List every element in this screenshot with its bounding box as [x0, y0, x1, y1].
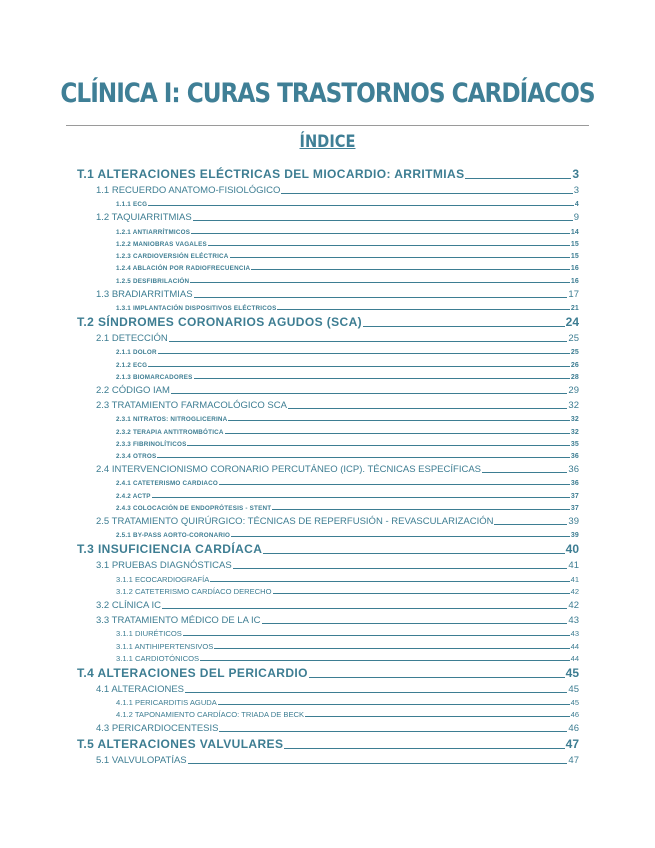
toc-entry-label: 1.3 BRADIARRITMIAS — [96, 288, 193, 300]
toc-leader-line — [187, 445, 569, 446]
toc-leader-line — [194, 297, 568, 298]
toc-leader-line — [288, 408, 568, 409]
toc-entry[interactable] — [77, 626, 579, 638]
toc-entry-page: 40 — [565, 542, 579, 557]
toc-entry[interactable] — [77, 611, 579, 626]
toc-entry-label: 3.3 TRATAMIENTO MÉDICO DE LA IC — [96, 614, 261, 626]
toc-entry-label: 4.3 PERICARDIOCENTESIS — [96, 723, 219, 735]
toc-entry[interactable] — [77, 638, 579, 650]
toc-entry[interactable] — [77, 369, 579, 381]
toc-entry-label: 2.3.3 FIBRINOLÍTICOS — [116, 440, 187, 448]
toc-entry-page: 16 — [570, 265, 579, 273]
toc-entry-page: 16 — [570, 277, 579, 285]
toc-entry-label: 2.1.1 DOLOR — [116, 349, 157, 357]
toc-entry[interactable] — [77, 436, 579, 448]
toc-entry-label: 1.2.3 CARDIOVERSIÓN ELÉCTRICA — [116, 253, 229, 261]
toc-entry[interactable] — [77, 300, 579, 312]
toc-entry-label: 2.3.4 OTROS — [116, 453, 157, 461]
index-heading: ÍNDICE — [299, 132, 356, 152]
toc-entry[interactable] — [77, 165, 579, 181]
toc-entry[interactable] — [77, 272, 579, 284]
toc-leader-line — [194, 378, 570, 379]
toc-leader-line — [214, 648, 569, 649]
toc-entry-label: 5.1 VALVULOPATÍAS — [96, 755, 187, 767]
toc-leader-line — [305, 716, 570, 717]
toc-entry-label: T.1 ALTERACIONES ELÉCTRICAS DEL MIOCARDIO: ARRITMIAS — [77, 167, 465, 181]
toc-leader-line — [233, 568, 568, 569]
toc-entry-label: 3.1.1 DIURÉTICOS — [116, 629, 182, 639]
toc-leader-line — [190, 282, 570, 283]
toc-entry[interactable] — [77, 664, 579, 680]
toc-leader-line — [148, 205, 574, 206]
toc-leader-line — [148, 366, 570, 367]
toc-entry-page: 46 — [568, 723, 579, 735]
toc-entry[interactable] — [77, 448, 579, 460]
toc-entry[interactable] — [77, 329, 579, 344]
toc-entry[interactable] — [77, 527, 579, 539]
toc-leader-line — [273, 593, 570, 594]
toc-entry-label: 1.1.1 ECG — [116, 201, 148, 209]
toc-entry[interactable] — [77, 719, 579, 734]
toc-entry-page: 17 — [568, 288, 579, 300]
toc-entry-page: 3 — [573, 185, 579, 196]
toc-leader-line — [230, 257, 570, 258]
toc-entry-label: 2.4.3 COLOCACIÓN DE ENDOPRÓTESIS - STENT — [116, 505, 272, 513]
title-divider — [66, 125, 589, 126]
toc-entry[interactable] — [77, 396, 579, 411]
toc-entry-label: 2.1.2 ECG — [116, 361, 148, 369]
toc-entry-label: 1.2.4 ABLACIÓN POR RADIOFRECUENCIA — [116, 265, 251, 273]
toc-entry-page: 44 — [570, 641, 579, 651]
toc-entry[interactable] — [77, 651, 579, 663]
toc-entry[interactable] — [77, 260, 579, 272]
toc-leader-line — [219, 484, 570, 485]
toc-leader-line — [169, 341, 568, 342]
toc-entry-page: 47 — [568, 755, 579, 767]
toc-entry-page: 3 — [572, 167, 579, 181]
toc-entry-label: T.5 ALTERACIONES VALVULARES — [77, 737, 284, 752]
toc-entry[interactable] — [77, 584, 579, 596]
document-title: CLÍNICA I: CURAS TRASTORNOS CARDÍACOS — [60, 78, 595, 109]
toc-entry-page: 32 — [568, 399, 579, 411]
toc-entry-label: 2.1 DETECCIÓN — [96, 333, 168, 345]
toc-entry-label: 3.1.1 CARDIOTÓNICOS — [116, 653, 200, 663]
toc-entry[interactable] — [77, 236, 579, 248]
toc-entry-page: 15 — [570, 240, 579, 248]
toc-entry-page: 37 — [570, 492, 579, 500]
toc-entry-page: 43 — [568, 614, 579, 626]
toc-leader-line — [494, 524, 567, 525]
toc-entry[interactable] — [77, 248, 579, 260]
toc-leader-line — [210, 581, 569, 582]
toc-entry-page: 37 — [570, 505, 579, 513]
toc-entry[interactable] — [77, 181, 579, 196]
toc-leader-line — [152, 497, 570, 498]
toc-entry-page: 32 — [570, 416, 579, 424]
toc-entry-label: T.2 SÍNDROMES CORONARIOS AGUDOS (SCA) — [77, 315, 363, 330]
toc-leader-line — [263, 553, 564, 554]
toc-entry[interactable] — [77, 680, 579, 695]
toc-entry-page: 15 — [570, 253, 579, 261]
toc-entry-page: 9 — [573, 212, 579, 224]
toc-entry-label: 1.2.2 MANIOBRAS VAGALES — [116, 240, 207, 248]
toc-entry[interactable] — [77, 751, 579, 766]
toc-entry[interactable] — [77, 423, 579, 435]
toc-entry-label: 2.3.1 NITRATOS: NITROGLICERINA — [116, 416, 228, 424]
toc-entry-page: 43 — [570, 629, 579, 639]
toc-leader-line — [262, 623, 568, 624]
toc-entry[interactable] — [77, 460, 579, 475]
toc-entry-label: 3.1 PRUEBAS DIAGNÓSTICAS — [96, 560, 232, 572]
toc-entry-label: 1.2.1 ANTIARRÍTMICOS — [116, 228, 191, 236]
toc-entry-page: 25 — [570, 349, 579, 357]
toc-entry-label: 1.1 RECUERDO ANATOMO-FISIOLÓGICO — [96, 185, 281, 196]
toc-entry-page: 46 — [570, 710, 579, 720]
toc-entry-page: 28 — [570, 373, 579, 381]
table-of-contents — [77, 164, 579, 766]
toc-entry[interactable] — [77, 512, 579, 527]
toc-leader-line — [188, 763, 568, 764]
toc-entry-page: 45 — [568, 683, 579, 695]
toc-entry-page: 41 — [570, 574, 579, 584]
toc-leader-line — [200, 660, 570, 661]
toc-entry[interactable] — [77, 223, 579, 235]
toc-leader-line — [281, 193, 572, 194]
toc-entry-page: 44 — [570, 653, 579, 663]
toc-leader-line — [157, 457, 569, 458]
toc-entry-label: 2.1.3 BIOMARCADORES — [116, 373, 193, 381]
toc-leader-line — [284, 748, 564, 749]
toc-entry-label: T.4 ALTERACIONES DEL PERICARDIO — [77, 665, 308, 680]
toc-entry-label: 1.2 TAQUIARRITMIAS — [96, 212, 192, 224]
toc-entry-page: 47 — [565, 737, 579, 752]
toc-entry-label: 3.1.1 ANTIHIPERTENSIVOS — [116, 641, 214, 651]
toc-entry-page: 29 — [568, 384, 579, 396]
toc-leader-line — [219, 731, 567, 732]
toc-entry-page: 21 — [570, 305, 579, 313]
toc-entry[interactable] — [77, 356, 579, 368]
toc-leader-line — [482, 472, 567, 473]
toc-leader-line — [272, 509, 570, 510]
toc-entry[interactable] — [77, 285, 579, 300]
toc-entry-label: 1.3.1 IMPLANTACIÓN DISPOSITIVOS ELÉCTRICOS — [116, 305, 277, 313]
toc-entry-page: 14 — [570, 228, 579, 236]
toc-entry-label: 4.1 ALTERACIONES — [96, 683, 184, 695]
toc-entry-label: 2.5 TRATAMIENTO QUIRÚRGICO: TÉCNICAS DE REPERFUSIÓN - REVASCULARIZACIÓN — [96, 516, 494, 528]
toc-entry-label: 4.1.2 TAPONAMIENTO CARDÍACO: TRIADA DE BECK — [116, 710, 305, 720]
toc-entry[interactable] — [77, 695, 579, 707]
toc-entry-page: 36 — [568, 464, 579, 476]
toc-entry-page: 45 — [565, 665, 579, 680]
toc-entry[interactable] — [77, 475, 579, 487]
toc-entry-page: 41 — [568, 560, 579, 572]
toc-entry-label: 1.2.5 DESFIBRILACIÓN — [116, 277, 190, 285]
toc-entry-page: 24 — [565, 315, 579, 330]
toc-leader-line — [228, 420, 569, 421]
toc-entry-label: 2.2 CÓDIGO IAM — [96, 384, 170, 396]
toc-entry-page: 36 — [570, 453, 579, 461]
toc-leader-line — [183, 635, 570, 636]
toc-leader-line — [171, 393, 568, 394]
toc-leader-line — [191, 233, 570, 234]
toc-entry-page: 4 — [574, 201, 579, 209]
toc-leader-line — [162, 608, 567, 609]
toc-entry-label: T.3 INSUFICIENCIA CARDÍACA — [77, 542, 263, 557]
toc-entry[interactable] — [77, 707, 579, 719]
toc-entry-label: 2.4 INTERVENCIONISMO CORONARIO PERCUTÁNEO (ICP). TÉCNICAS ESPECÍFICAS — [96, 464, 481, 476]
toc-entry-label: 2.4.2 ACTP — [116, 492, 151, 500]
toc-entry-label: 2.3 TRATAMIENTO FARMACOLÓGICO SCA — [96, 399, 287, 411]
toc-entry-label: 3.1.1 ECOCARDIOGRAFÍA — [116, 574, 210, 584]
toc-entry-page: 32 — [570, 428, 579, 436]
toc-entry[interactable] — [77, 196, 579, 208]
toc-entry[interactable] — [77, 411, 579, 423]
toc-entry-page: 42 — [570, 586, 579, 596]
toc-entry-page: 39 — [570, 532, 579, 540]
toc-entry[interactable] — [77, 208, 579, 223]
toc-entry-page: 39 — [568, 516, 579, 528]
toc-entry-page: 26 — [570, 361, 579, 369]
toc-leader-line — [363, 326, 565, 327]
toc-entry-page: 25 — [568, 333, 579, 345]
toc-entry[interactable] — [77, 344, 579, 356]
toc-entry[interactable] — [77, 556, 579, 571]
toc-leader-line — [465, 178, 571, 179]
toc-entry-label: 2.5.1 BY-PASS AORTO-CORONARIO — [116, 532, 231, 540]
toc-entry[interactable] — [77, 596, 579, 611]
toc-entry-page: 45 — [570, 698, 579, 708]
toc-entry[interactable] — [77, 571, 579, 583]
toc-leader-line — [309, 677, 565, 678]
toc-entry[interactable] — [77, 487, 579, 499]
toc-entry-label: 3.2 CLÍNICA IC — [96, 599, 161, 611]
toc-leader-line — [251, 269, 570, 270]
toc-leader-line — [185, 692, 567, 693]
toc-leader-line — [218, 704, 570, 705]
toc-leader-line — [158, 353, 570, 354]
toc-entry[interactable] — [77, 381, 579, 396]
toc-entry-label: 2.3.2 TERAPIA ANTITROMBÓTICA — [116, 428, 224, 436]
toc-entry[interactable] — [77, 540, 579, 556]
toc-entry-page: 35 — [570, 440, 579, 448]
toc-entry-label: 3.1.2 CATETERISMO CARDÍACO DERECHO — [116, 586, 272, 596]
toc-entry[interactable] — [77, 500, 579, 512]
toc-leader-line — [225, 433, 570, 434]
toc-leader-line — [231, 536, 570, 537]
toc-entry[interactable] — [77, 313, 579, 329]
toc-entry-page: 42 — [568, 599, 579, 611]
toc-leader-line — [277, 309, 569, 310]
toc-entry-label: 4.1.1 PERICARDITIS AGUDA — [116, 698, 217, 708]
toc-leader-line — [193, 220, 573, 221]
toc-entry[interactable] — [77, 735, 579, 751]
toc-leader-line — [208, 245, 570, 246]
toc-entry-label: 2.4.1 CATETERISMO CARDIACO — [116, 480, 218, 488]
toc-entry-page: 36 — [570, 480, 579, 488]
